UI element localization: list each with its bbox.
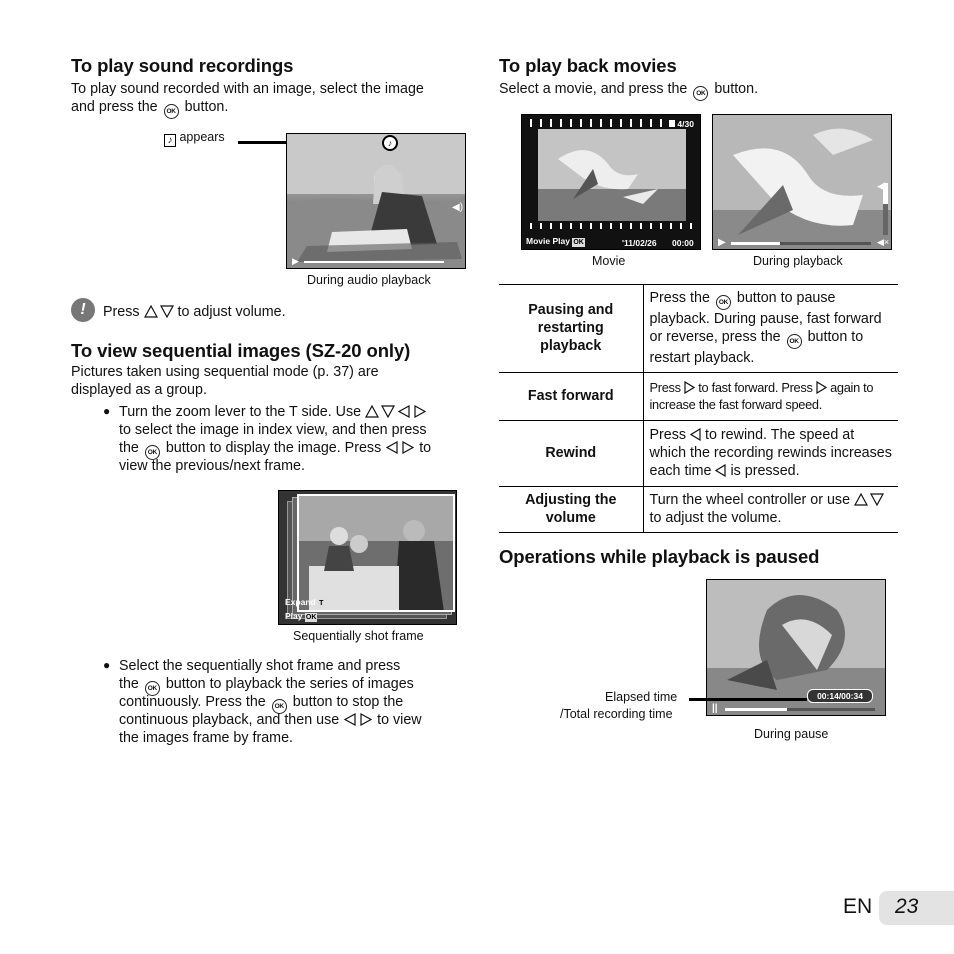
seagull-closeup-image xyxy=(713,115,892,250)
ok-button-icon: OK xyxy=(145,681,160,696)
movies-heading: To play back movies xyxy=(499,55,677,76)
osd-movie-play: Movie Play OK xyxy=(526,236,584,246)
mute-icon: ◀× xyxy=(877,237,890,247)
ok-button-icon: OK xyxy=(145,445,160,460)
movie-frame-image xyxy=(538,129,686,221)
ok-button-icon: OK xyxy=(787,334,802,349)
right-arrow-icon xyxy=(816,381,827,394)
osd-play: Play OK xyxy=(285,611,317,621)
ok-button-icon: OK xyxy=(693,86,708,101)
group-photo-image xyxy=(299,496,455,612)
language-label: EN xyxy=(843,895,873,918)
table-value: Press the OK button to pause playback. During pause, fast forward or reverse, press the OK button to restart playback. xyxy=(643,285,898,373)
bullet-2-line-5: the images frame by frame. xyxy=(119,730,294,746)
play-icon: ▶ xyxy=(292,256,299,266)
table-key: Fast forward xyxy=(499,372,643,420)
playback-progress-bar xyxy=(731,242,871,245)
paused-photo xyxy=(706,579,886,716)
osd-time: 00:00 xyxy=(672,238,694,248)
sequential-caption: Sequentially shot frame xyxy=(293,629,424,643)
table-row xyxy=(499,420,898,486)
bullet-1: ● xyxy=(103,404,111,418)
page-number: 23 xyxy=(895,895,919,918)
table-key: Adjusting the volume xyxy=(499,486,643,532)
sequential-intro-1: Pictures taken using sequential mode (p. 37) are xyxy=(71,364,379,380)
bullet-1-line-2: to select the image in index view, and then press xyxy=(119,422,427,438)
elapsed-label-1: Elapsed time xyxy=(605,690,678,704)
table-row xyxy=(499,486,898,532)
movie-thumbnail xyxy=(521,114,701,250)
bullet-2: ● xyxy=(103,658,111,672)
right-arrow-icon xyxy=(684,381,695,394)
bullet-2-line-3: continuously. Press the OK button to stop the xyxy=(119,693,403,714)
table-value: Press to fast forward. Press again to increase the fast forward speed. xyxy=(643,372,898,420)
volume-icon: ◀) xyxy=(452,202,464,213)
table-key: Rewind xyxy=(499,420,643,486)
volume-note: Press to adjust volume. xyxy=(103,304,286,320)
bullet-1-line-1: Turn the zoom lever to the T side. Use xyxy=(119,403,427,421)
table-key: Pausing and restarting playback xyxy=(499,285,643,373)
group-photo-frame xyxy=(297,494,455,612)
audio-caption: During audio playback xyxy=(307,273,431,287)
playback-operations-table xyxy=(499,284,898,533)
left-arrow-icon xyxy=(690,428,701,441)
left-right-arrow-icon xyxy=(343,713,373,726)
bullet-1-line-4: view the previous/next frame. xyxy=(119,458,305,474)
bullet-2-line-4: continuous playback, and then use to view xyxy=(119,712,422,728)
pause-icon: || xyxy=(712,703,718,714)
movie-playback-photo xyxy=(712,114,892,250)
paused-heading: Operations while playback is paused xyxy=(499,546,820,567)
progress-bar xyxy=(290,256,464,267)
up-down-arrow-icon xyxy=(854,493,884,506)
paused-progress-bar xyxy=(725,708,875,711)
sound-line-1: To play sound recorded with an image, select the image xyxy=(71,81,424,97)
table-value: Press to rewind. The speed at which the recording rewinds increases each time is pressed. xyxy=(643,420,898,486)
playback-caption: During playback xyxy=(753,254,843,268)
volume-icon: ◀) xyxy=(877,181,887,191)
movie-caption: Movie xyxy=(592,254,626,268)
caution-icon: ! xyxy=(71,298,95,322)
up-down-arrow-icon xyxy=(144,305,174,318)
osd-expand: Expand T xyxy=(285,597,324,607)
bullet-2-line-1: Select the sequentially shot frame and press xyxy=(119,658,401,674)
page-number-tab xyxy=(879,891,954,925)
sequential-photo xyxy=(278,490,457,625)
ok-button-icon: OK xyxy=(716,295,731,310)
elapsed-time-box: 00:14/00:34 xyxy=(807,689,873,703)
movie-icon xyxy=(669,120,675,127)
table-row xyxy=(499,372,898,420)
elapsed-callout-line xyxy=(689,698,807,701)
paused-caption: During pause xyxy=(754,727,829,741)
four-way-arrow-icon xyxy=(365,405,427,418)
table-row xyxy=(499,285,898,373)
girl-reading-image xyxy=(287,134,466,269)
bullet-2-line-2: the OK button to playback the series of images xyxy=(119,675,414,696)
ok-button-icon: OK xyxy=(164,104,179,119)
seagull-image xyxy=(538,129,686,221)
sound-heading: To play sound recordings xyxy=(71,55,294,76)
table-value: Turn the wheel controller or use to adjust the volume. xyxy=(643,486,898,532)
film-strip-bottom xyxy=(522,223,701,229)
left-arrow-icon xyxy=(715,464,726,477)
sound-line-2: and press the OK button. xyxy=(71,98,228,119)
ok-button-icon: OK xyxy=(272,699,287,714)
osd-date: '11/02/26 xyxy=(622,238,657,248)
sound-note-icon: ♪ xyxy=(164,134,176,147)
osd-frame-count: 4/30 xyxy=(669,119,694,129)
left-right-arrow-icon xyxy=(385,441,415,454)
sound-callout: ♪ appears xyxy=(164,130,225,147)
sound-badge: ♪ xyxy=(382,135,398,151)
sequential-heading: To view sequential images (SZ-20 only) xyxy=(71,340,411,361)
sequential-intro-2: displayed as a group. xyxy=(71,382,207,398)
play-icon: ▶ xyxy=(718,237,726,248)
bullet-1-line-3: the OK button to display the image. Press to xyxy=(119,439,431,460)
audio-playback-photo xyxy=(286,133,466,269)
movies-line: Select a movie, and press the OK button. xyxy=(499,80,758,101)
elapsed-label-2: /Total recording time xyxy=(560,707,673,721)
